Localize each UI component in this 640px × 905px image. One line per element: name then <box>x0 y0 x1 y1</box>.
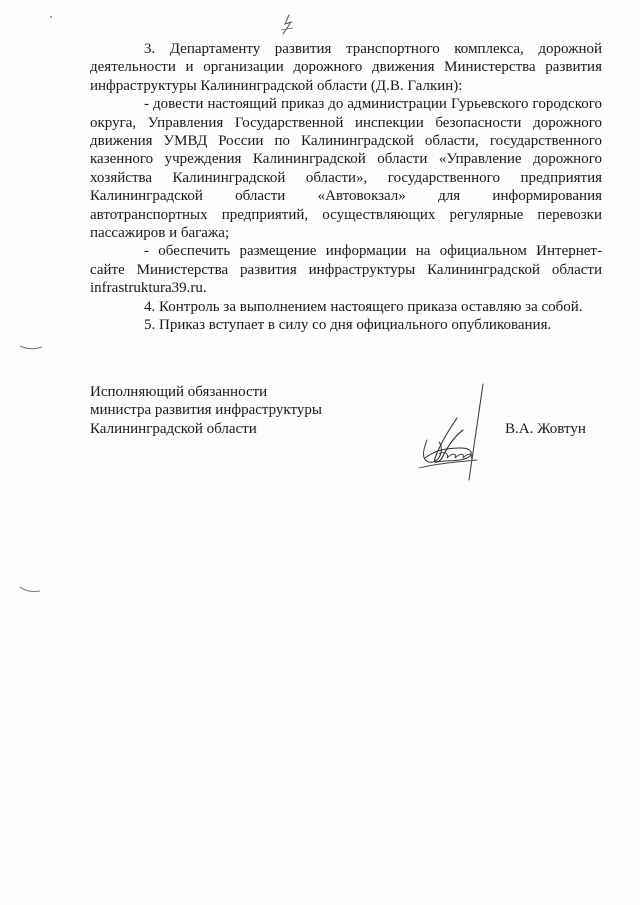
paragraph-bullet-publish: - обеспечить размещение информации на официальном Интернет-сайте Министерства развития инфраструктуры Калининградской области infrastruktura39.ru. <box>90 243 602 297</box>
order-body-text <box>90 40 602 335</box>
scan-punch-mark <box>18 343 44 353</box>
scan-speck-mark <box>48 14 54 20</box>
signer-name: В.А. Жовтун <box>505 421 586 437</box>
paragraph-item-4: 4. Контроль за выполнением настоящего приказа оставляю за собой. <box>144 298 583 315</box>
signer-position-line: министра развития инфраструктуры <box>90 402 322 419</box>
paragraph-item-3: 3. Департаменту развития транспортного комплекса, дорожной деятельности и организации дорожного движения Министерства развития инфраструктуры Калининградской области (Д.В. Галкин): <box>90 41 602 94</box>
scan-punch-mark <box>18 585 44 595</box>
signer-position <box>90 383 350 438</box>
signer-position-line: Исполняющий обязанности <box>90 384 268 400</box>
handwritten-mark-icon <box>275 12 299 38</box>
signer-position-line: Калининградской области <box>90 420 257 437</box>
handwritten-signature-icon <box>405 380 505 485</box>
paragraph-item-5: 5. Приказ вступает в силу со дня официального опубликования. <box>144 317 552 334</box>
paragraph-bullet-inform: - довести настоящий приказ до администрации Гурьевского городского округа, Управления Государственной инспекции безопасности дорожного движения УМВД России по Калининградской области, государственного казенного учреждения Калининградской области «Управление дорожного хозяйства Калининградской области», государственного предприятия Калининградской области «Автовокзал» для информирования автотранспортных предприятий, осуществляющих регулярные перевозки пассажиров и багажа; <box>90 96 602 242</box>
